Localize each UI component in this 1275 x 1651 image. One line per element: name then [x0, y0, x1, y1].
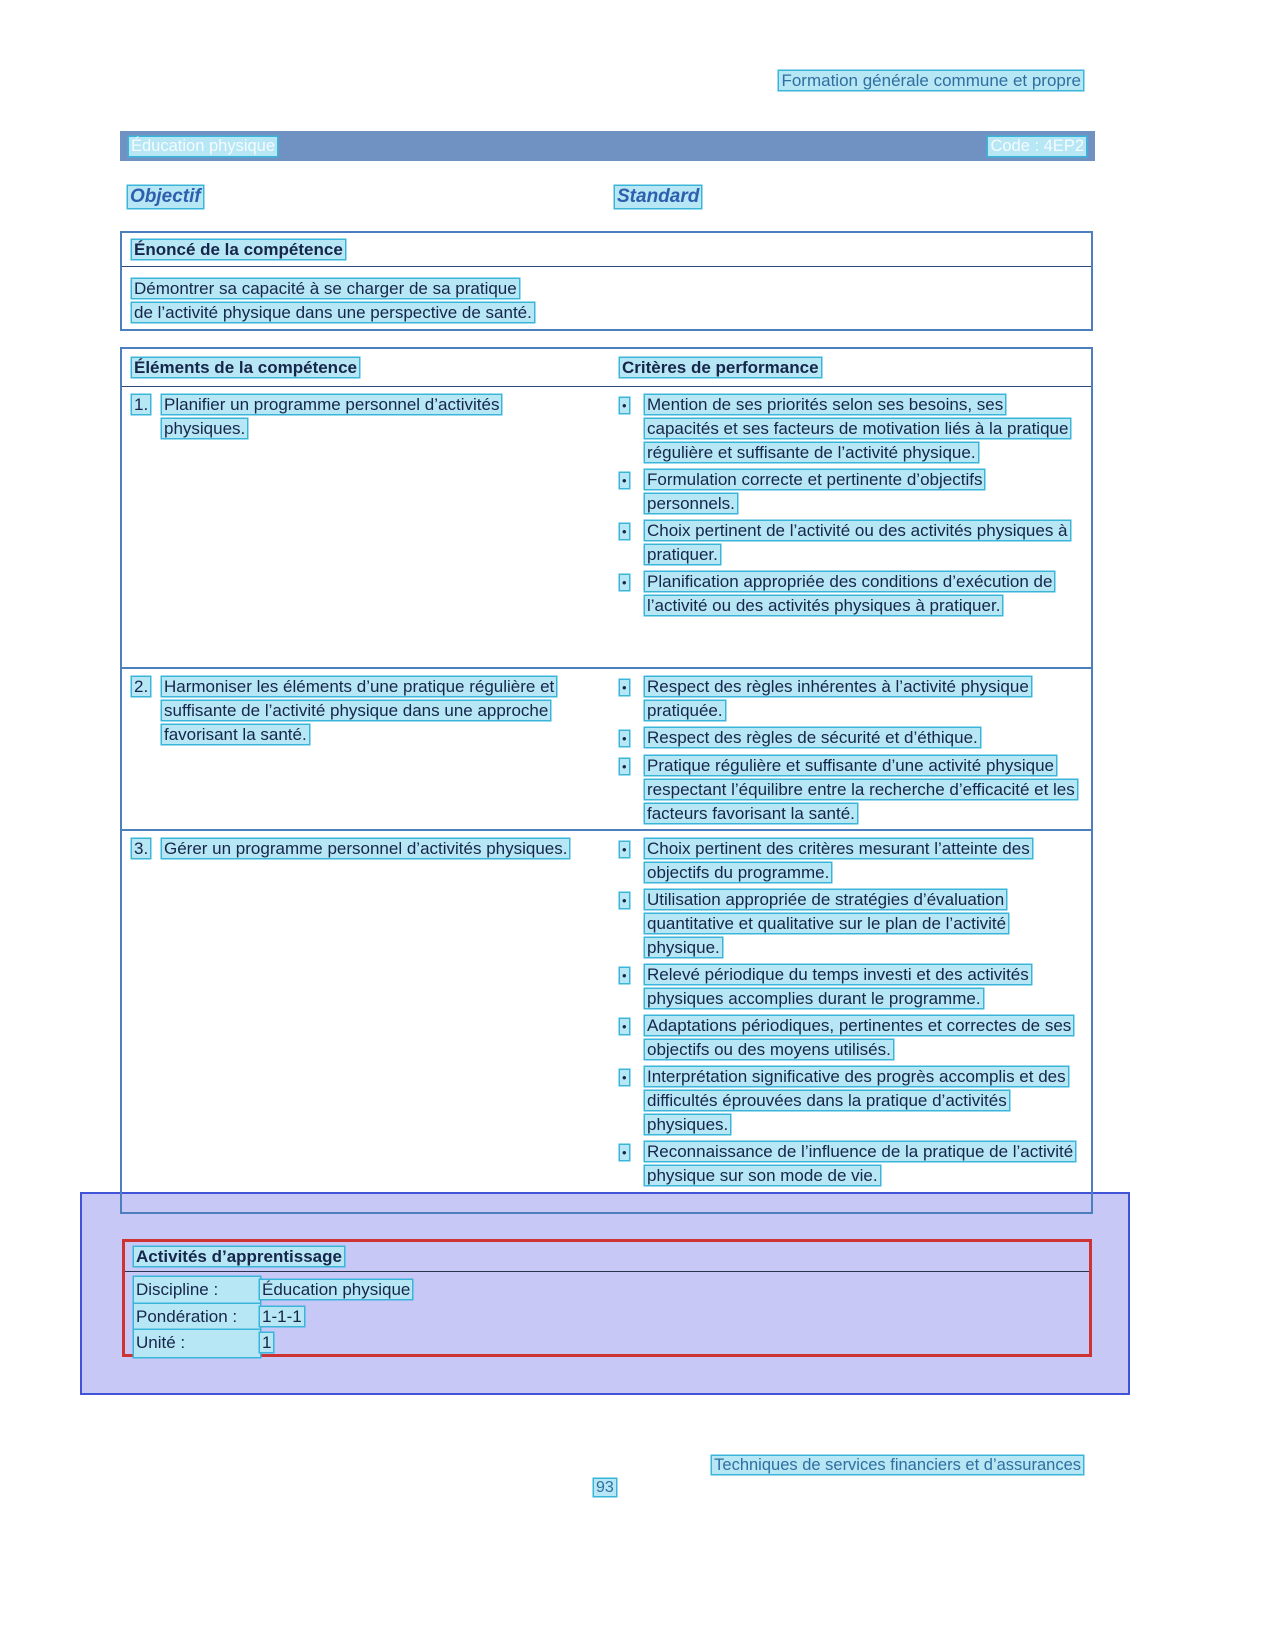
element-cell: [122, 837, 610, 1212]
criteria-cell: [610, 837, 1091, 1212]
criterion-text: Mention de ses priorités selon ses besoins, ses capacités et ses facteurs de motivation liés à la pratique régulière et suffisante de l’activité physique.: [647, 395, 1069, 462]
element-text-wrap: [162, 675, 570, 747]
criterion-text: Choix pertinent des critères mesurant l’atteinte des objectifs du programme.: [647, 839, 1030, 882]
criterion-item: [620, 570, 1077, 618]
page-number: 93: [596, 1479, 614, 1496]
table-header-row: [122, 349, 1091, 387]
criteria-cell: [610, 393, 1091, 667]
footer-note: [0, 1456, 1083, 1475]
element-number: 2.: [134, 677, 149, 696]
competence-table: [120, 347, 1093, 1214]
field-discipline: [134, 1277, 1080, 1304]
header-note-text: Formation générale commune et propre: [781, 71, 1081, 90]
enonce-header: [122, 233, 1091, 267]
criterion-item: [620, 963, 1077, 1011]
criterion-item: [620, 519, 1077, 567]
criterion-item: [620, 468, 1077, 516]
element-text: Gérer un programme personnel d’activités physiques.: [164, 839, 568, 858]
criterion-text: Respect des règles inhérentes à l’activité physique pratiquée.: [647, 677, 1029, 720]
criteres-header: Critères de performance: [622, 357, 819, 377]
table-row-1: [122, 387, 1091, 669]
enonce-line: Démontrer sa capacité à se charger de sa pratique: [134, 279, 517, 298]
bullet-icon: •: [622, 524, 627, 539]
activities-header: [125, 1242, 1089, 1272]
bullet-icon: •: [622, 1070, 627, 1085]
criteria-cell: [610, 675, 1091, 829]
learning-activities-panel: [80, 1192, 1130, 1395]
field-label: Unité :: [134, 1330, 260, 1357]
criterion-item: [620, 675, 1077, 723]
field-value: Éducation physique: [262, 1280, 411, 1299]
element-number: 3.: [134, 839, 149, 858]
bullet-icon: •: [622, 968, 627, 983]
activities-fields: [125, 1272, 1089, 1357]
header-note: [0, 71, 1083, 91]
enonce-box: [120, 231, 1093, 331]
element-text: Harmoniser les éléments d’une pratique régulière et suffisante de l’activité physique dans une approche favorisant la santé.: [164, 677, 555, 744]
criterion-item: [620, 754, 1077, 826]
bullet-icon: •: [622, 680, 627, 695]
criterion-text: Respect des règles de sécurité et d’éthique.: [647, 728, 978, 747]
field-label: Pondération :: [134, 1304, 260, 1331]
element-item: [132, 837, 570, 861]
title-bar: [120, 131, 1095, 161]
field-ponderation: [134, 1304, 1080, 1331]
bullet-icon: •: [622, 842, 627, 857]
activities-box: [122, 1239, 1092, 1357]
field-label: Discipline :: [134, 1277, 260, 1304]
element-text-wrap: [162, 837, 570, 861]
table-row-3: [122, 831, 1091, 1212]
criterion-item: [620, 726, 1077, 751]
element-text: Planifier un programme personnel d’activités physiques.: [164, 395, 500, 438]
bullet-icon: •: [622, 1145, 627, 1160]
criterion-text: Formulation correcte et pertinente d’objectifs personnels.: [647, 470, 983, 513]
criterion-text: Planification appropriée des conditions d’exécution de l’activité ou des activités physiques à pratiquer.: [647, 572, 1053, 615]
criteres-header-cell: [610, 358, 1091, 378]
bullet-icon: •: [622, 893, 627, 908]
elements-header: Éléments de la compétence: [134, 357, 357, 377]
criterion-text: Interprétation significative des progrès accomplis et des difficultés éprouvées dans la pratique d’activités physiques.: [647, 1067, 1066, 1134]
standard-heading: Standard: [617, 186, 700, 207]
element-cell: [122, 675, 610, 829]
title-bar-subject: Éducation physique: [131, 136, 276, 155]
activities-title: Activités d’apprentissage: [136, 1247, 342, 1266]
criterion-item: [620, 888, 1077, 960]
bullet-icon: •: [622, 731, 627, 746]
criterion-text: Relevé périodique du temps investi et des activités physiques accomplies durant le programme.: [647, 965, 1029, 1008]
criterion-item: [620, 393, 1077, 465]
field-value: 1-1-1: [262, 1306, 302, 1326]
criterion-text: Reconnaissance de l’influence de la pratique de l’activité physique sur son mode de vie.: [647, 1142, 1074, 1185]
enonce-title: Énoncé de la compétence: [134, 240, 343, 259]
elements-header-cell: [122, 358, 610, 378]
table-row-2: [122, 669, 1091, 831]
footer-note-text: Techniques de services financiers et d’assurances: [714, 1456, 1081, 1474]
element-item: [132, 393, 570, 441]
field-value: 1: [262, 1333, 272, 1352]
element-number: 1.: [134, 395, 149, 414]
bullet-icon: •: [622, 398, 627, 413]
objectif-heading: Objectif: [130, 186, 201, 207]
bullet-icon: •: [622, 759, 627, 774]
bullet-icon: •: [622, 1019, 627, 1034]
criterion-item: [620, 1014, 1077, 1062]
criterion-text: Pratique régulière et suffisante d’une activité physique respectant l’équilibre entre la recherche d’efficacité et les facteurs favorisant la santé.: [647, 756, 1075, 823]
criterion-text: Adaptations périodiques, pertinentes et correctes de ses objectifs ou des moyens utilisés.: [647, 1016, 1072, 1059]
title-bar-code: Code : 4EP2: [990, 136, 1084, 155]
bullet-icon: •: [622, 575, 627, 590]
element-item: [132, 675, 570, 747]
enonce-body: [122, 267, 1091, 335]
element-text-wrap: [162, 393, 570, 441]
criterion-text: Utilisation appropriée de stratégies d’évaluation quantitative et qualitative sur le plan de l’activité physique.: [647, 890, 1007, 957]
element-cell: [122, 393, 610, 667]
bullet-icon: •: [622, 473, 627, 488]
criterion-item: [620, 1065, 1077, 1137]
field-unite: [134, 1330, 1080, 1357]
criterion-text: Choix pertinent de l’activité ou des activités physiques à pratiquer.: [647, 521, 1068, 564]
criterion-item: [620, 1140, 1077, 1188]
criterion-item: [620, 837, 1077, 885]
enonce-line: de l’activité physique dans une perspective de santé.: [134, 303, 532, 322]
